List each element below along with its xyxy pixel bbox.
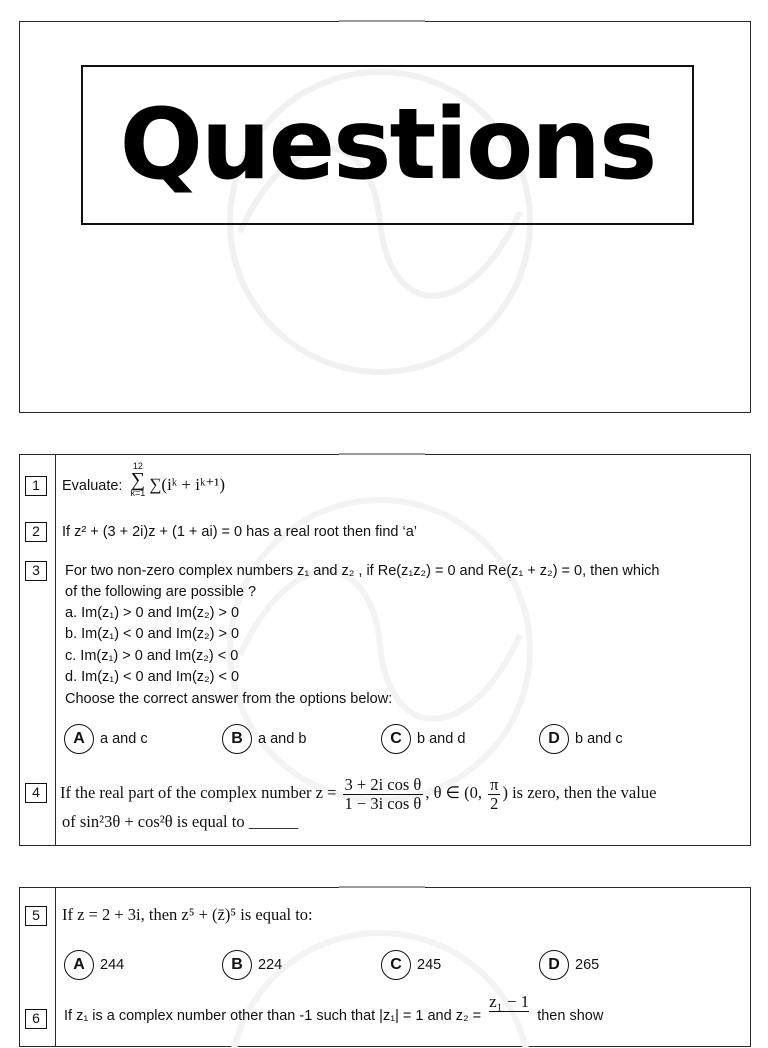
- option-letter: D: [539, 724, 569, 754]
- options-row: [64, 950, 704, 984]
- options-row: [64, 724, 704, 758]
- option-letter: B: [222, 724, 252, 754]
- choice-d: d. Im(z₁) < 0 and Im(z₂) < 0: [65, 669, 240, 685]
- question-instruction: Choose the correct answer from the options below:: [65, 691, 393, 707]
- option-a[interactable]: [64, 950, 124, 980]
- question-text: ) is zero, then the value: [502, 783, 657, 802]
- top-marker: [339, 20, 425, 22]
- option-letter: C: [381, 950, 411, 980]
- pi-fraction: [488, 776, 500, 813]
- fraction-numerator: 3 + 2i cos θ: [344, 774, 422, 794]
- question-text: , θ ∈ (0,: [425, 783, 482, 802]
- question-panel-1: [19, 454, 751, 846]
- number-column-divider: [55, 455, 56, 845]
- fraction-denominator: 1 − 3i cos θ: [344, 793, 422, 813]
- option-text: b and c: [575, 731, 623, 747]
- question-text: Evaluate:: [62, 478, 123, 494]
- option-text: 245: [417, 957, 442, 973]
- sum-expression: ∑(iᵏ + iᵏ⁺¹): [149, 475, 226, 494]
- option-d[interactable]: [539, 950, 599, 980]
- summation-symbol: 12 ∑ k=1: [130, 461, 146, 499]
- fraction: [343, 776, 424, 813]
- question-number: 3: [25, 561, 47, 581]
- question-text: If the real part of the complex number z =: [60, 783, 337, 802]
- option-c[interactable]: [381, 950, 441, 980]
- choice-a: a. Im(z₁) > 0 and Im(z₂) > 0: [65, 605, 240, 621]
- page-title: Questions: [119, 88, 656, 202]
- option-text: a and b: [258, 731, 307, 747]
- question-text-line: of sin²3θ + cos²θ is equal to ______: [62, 812, 299, 831]
- choice-b: b. Im(z₁) < 0 and Im(z₂) > 0: [65, 626, 240, 642]
- cover-panel: [19, 21, 751, 413]
- question-text: If z = 2 + 3i, then z⁵ + (z̄)⁵ is equal to:: [62, 905, 313, 924]
- question-panel-2: [19, 887, 751, 1047]
- question-text: then show: [537, 1008, 604, 1024]
- option-text: 224: [258, 957, 283, 973]
- question-text-line: of the following are possible ?: [65, 584, 257, 600]
- option-letter: A: [64, 950, 94, 980]
- option-letter: A: [64, 724, 94, 754]
- sum-upper-limit: 12: [132, 461, 143, 472]
- option-letter: B: [222, 950, 252, 980]
- question-number: 1: [25, 476, 47, 496]
- option-letter: D: [539, 950, 569, 980]
- fraction: [489, 992, 530, 1012]
- question-text: If z² + (3 + 2i)z + (1 + ai) = 0 has a real root then find ‘a’: [62, 524, 418, 540]
- option-b[interactable]: [222, 724, 306, 754]
- number-column-divider: [55, 888, 56, 1046]
- fraction-numerator: π: [490, 774, 499, 794]
- option-a[interactable]: [64, 724, 148, 754]
- option-text: 244: [100, 957, 125, 973]
- sum-lower-limit: k=1: [130, 488, 146, 499]
- question-number: 6: [25, 1009, 47, 1029]
- option-text: b and d: [417, 731, 466, 747]
- question-number: 5: [25, 906, 47, 926]
- title-box: [81, 65, 694, 225]
- top-marker: [339, 453, 425, 455]
- option-text: 265: [575, 957, 600, 973]
- option-d[interactable]: [539, 724, 623, 754]
- option-b[interactable]: [222, 950, 282, 980]
- option-c[interactable]: [381, 724, 465, 754]
- fraction-numerator: z₁ − 1: [489, 992, 530, 1011]
- top-marker: [339, 886, 425, 888]
- choice-c: c. Im(z₁) > 0 and Im(z₂) < 0: [65, 648, 239, 664]
- fraction-denominator: 2: [490, 793, 499, 813]
- question-number: 2: [25, 522, 47, 542]
- option-letter: C: [381, 724, 411, 754]
- question-text: If z₁ is a complex number other than -1 such that |z₁| = 1 and z₂ =: [64, 1008, 482, 1024]
- question-text-line: For two non-zero complex numbers z₁ and z₂ , if Re(z₁z₂) = 0 and Re(z₁ + z₂) = 0, then which: [65, 563, 660, 579]
- question-number: 4: [25, 783, 47, 803]
- option-text: a and c: [100, 731, 148, 747]
